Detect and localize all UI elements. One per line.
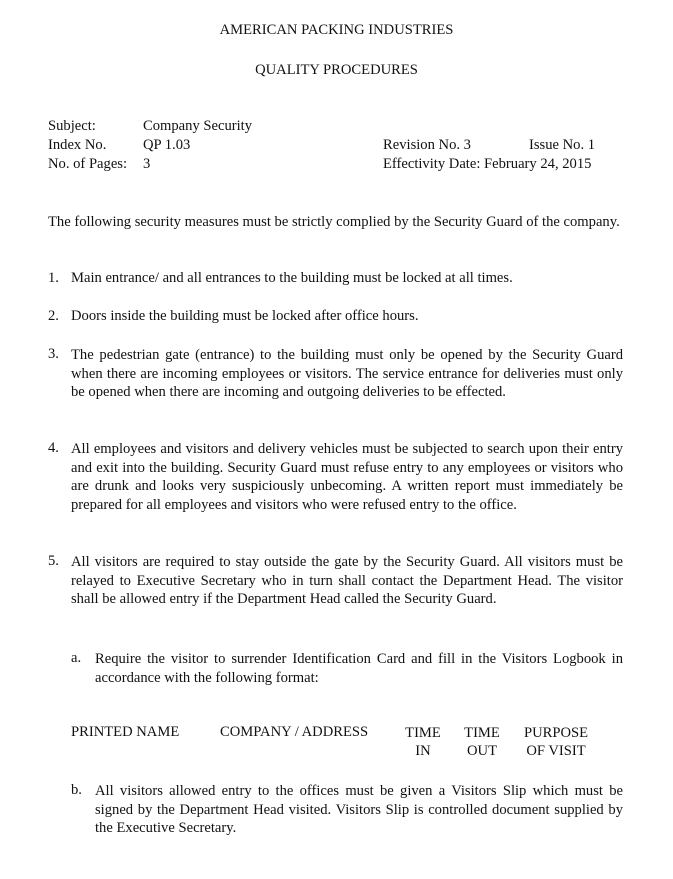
item-number: 3. [48, 346, 59, 362]
index-value: QP 1.03 [143, 137, 191, 153]
item-text: The pedestrian gate (entrance) to the building must only be opened by the Security Guard when there are incoming employees or visitors. The service entrance for deliveries must only be opened when there are incoming and outgoing deliveries to be effected. [71, 347, 623, 400]
column-time-in [401, 724, 445, 760]
effectivity-date: Effectivity Date: February 24, 2015 [383, 156, 592, 172]
column-label: PRINTED NAME [71, 724, 180, 740]
issue-number: Issue No. 1 [529, 137, 596, 153]
subject-value: Company Security [143, 118, 253, 134]
sub-item-text: All visitors allowed entry to the offices must be given a Visitors Slip which must be signed by the Department Head visited. Visitors Slip is controlled document supplied by the Executive Secretary. [95, 783, 623, 836]
column-printed-name [71, 724, 179, 741]
column-label: COMPANY / ADDRESS [220, 724, 369, 740]
item-number: 2. [48, 308, 59, 324]
column-time-out [459, 724, 505, 760]
item-text: Doors inside the building must be locked after office hours. [71, 308, 419, 324]
sub-item-letter: b. [71, 782, 82, 798]
item-text: All visitors are required to stay outside the gate by the Security Guard. All visitors must be relayed to Executive Secretary who in turn shall contact the Department Head. The visitor shall be allowed entry if the Department Head called the Security Guard. [71, 554, 623, 607]
company-name: AMERICAN PACKING INDUSTRIES [219, 22, 454, 38]
column-label: TIME [405, 725, 441, 741]
column-company-address [220, 724, 368, 741]
column-purpose-of-visit [518, 724, 594, 760]
column-sublabel: OUT [467, 743, 497, 759]
item-number: 5. [48, 553, 59, 569]
revision-number: Revision No. 3 [383, 137, 471, 153]
item-text: Main entrance/ and all entrances to the building must be locked at all times. [71, 270, 513, 286]
index-label: Index No. [48, 137, 107, 153]
sub-item-letter: a. [71, 650, 82, 666]
column-sublabel: OF VISIT [526, 743, 586, 759]
column-label: PURPOSE [523, 725, 589, 741]
column-sublabel: IN [415, 743, 431, 759]
item-number: 4. [48, 440, 59, 456]
pages-label: No. of Pages: [48, 156, 128, 172]
sub-item-text: Require the visitor to surrender Identification Card and fill in the Visitors Logbook in accordance with the following format: [95, 651, 623, 686]
pages-value: 3 [143, 156, 151, 172]
document-title: QUALITY PROCEDURES [255, 62, 418, 78]
item-number: 1. [48, 270, 59, 286]
item-text: All employees and visitors and delivery vehicles must be subjected to search upon their entry and exit into the building. Security Guard must refuse entry to any employees or visitors who are drunk and looks very suspiciously unbecoming. A written report must immediately be prepared for all employees and visitors who were refused entry to the office. [71, 441, 623, 513]
column-label: TIME [464, 725, 500, 741]
subject-label: Subject: [48, 118, 96, 134]
intro-paragraph: The following security measures must be strictly complied by the Security Guard of the company. [48, 214, 620, 230]
